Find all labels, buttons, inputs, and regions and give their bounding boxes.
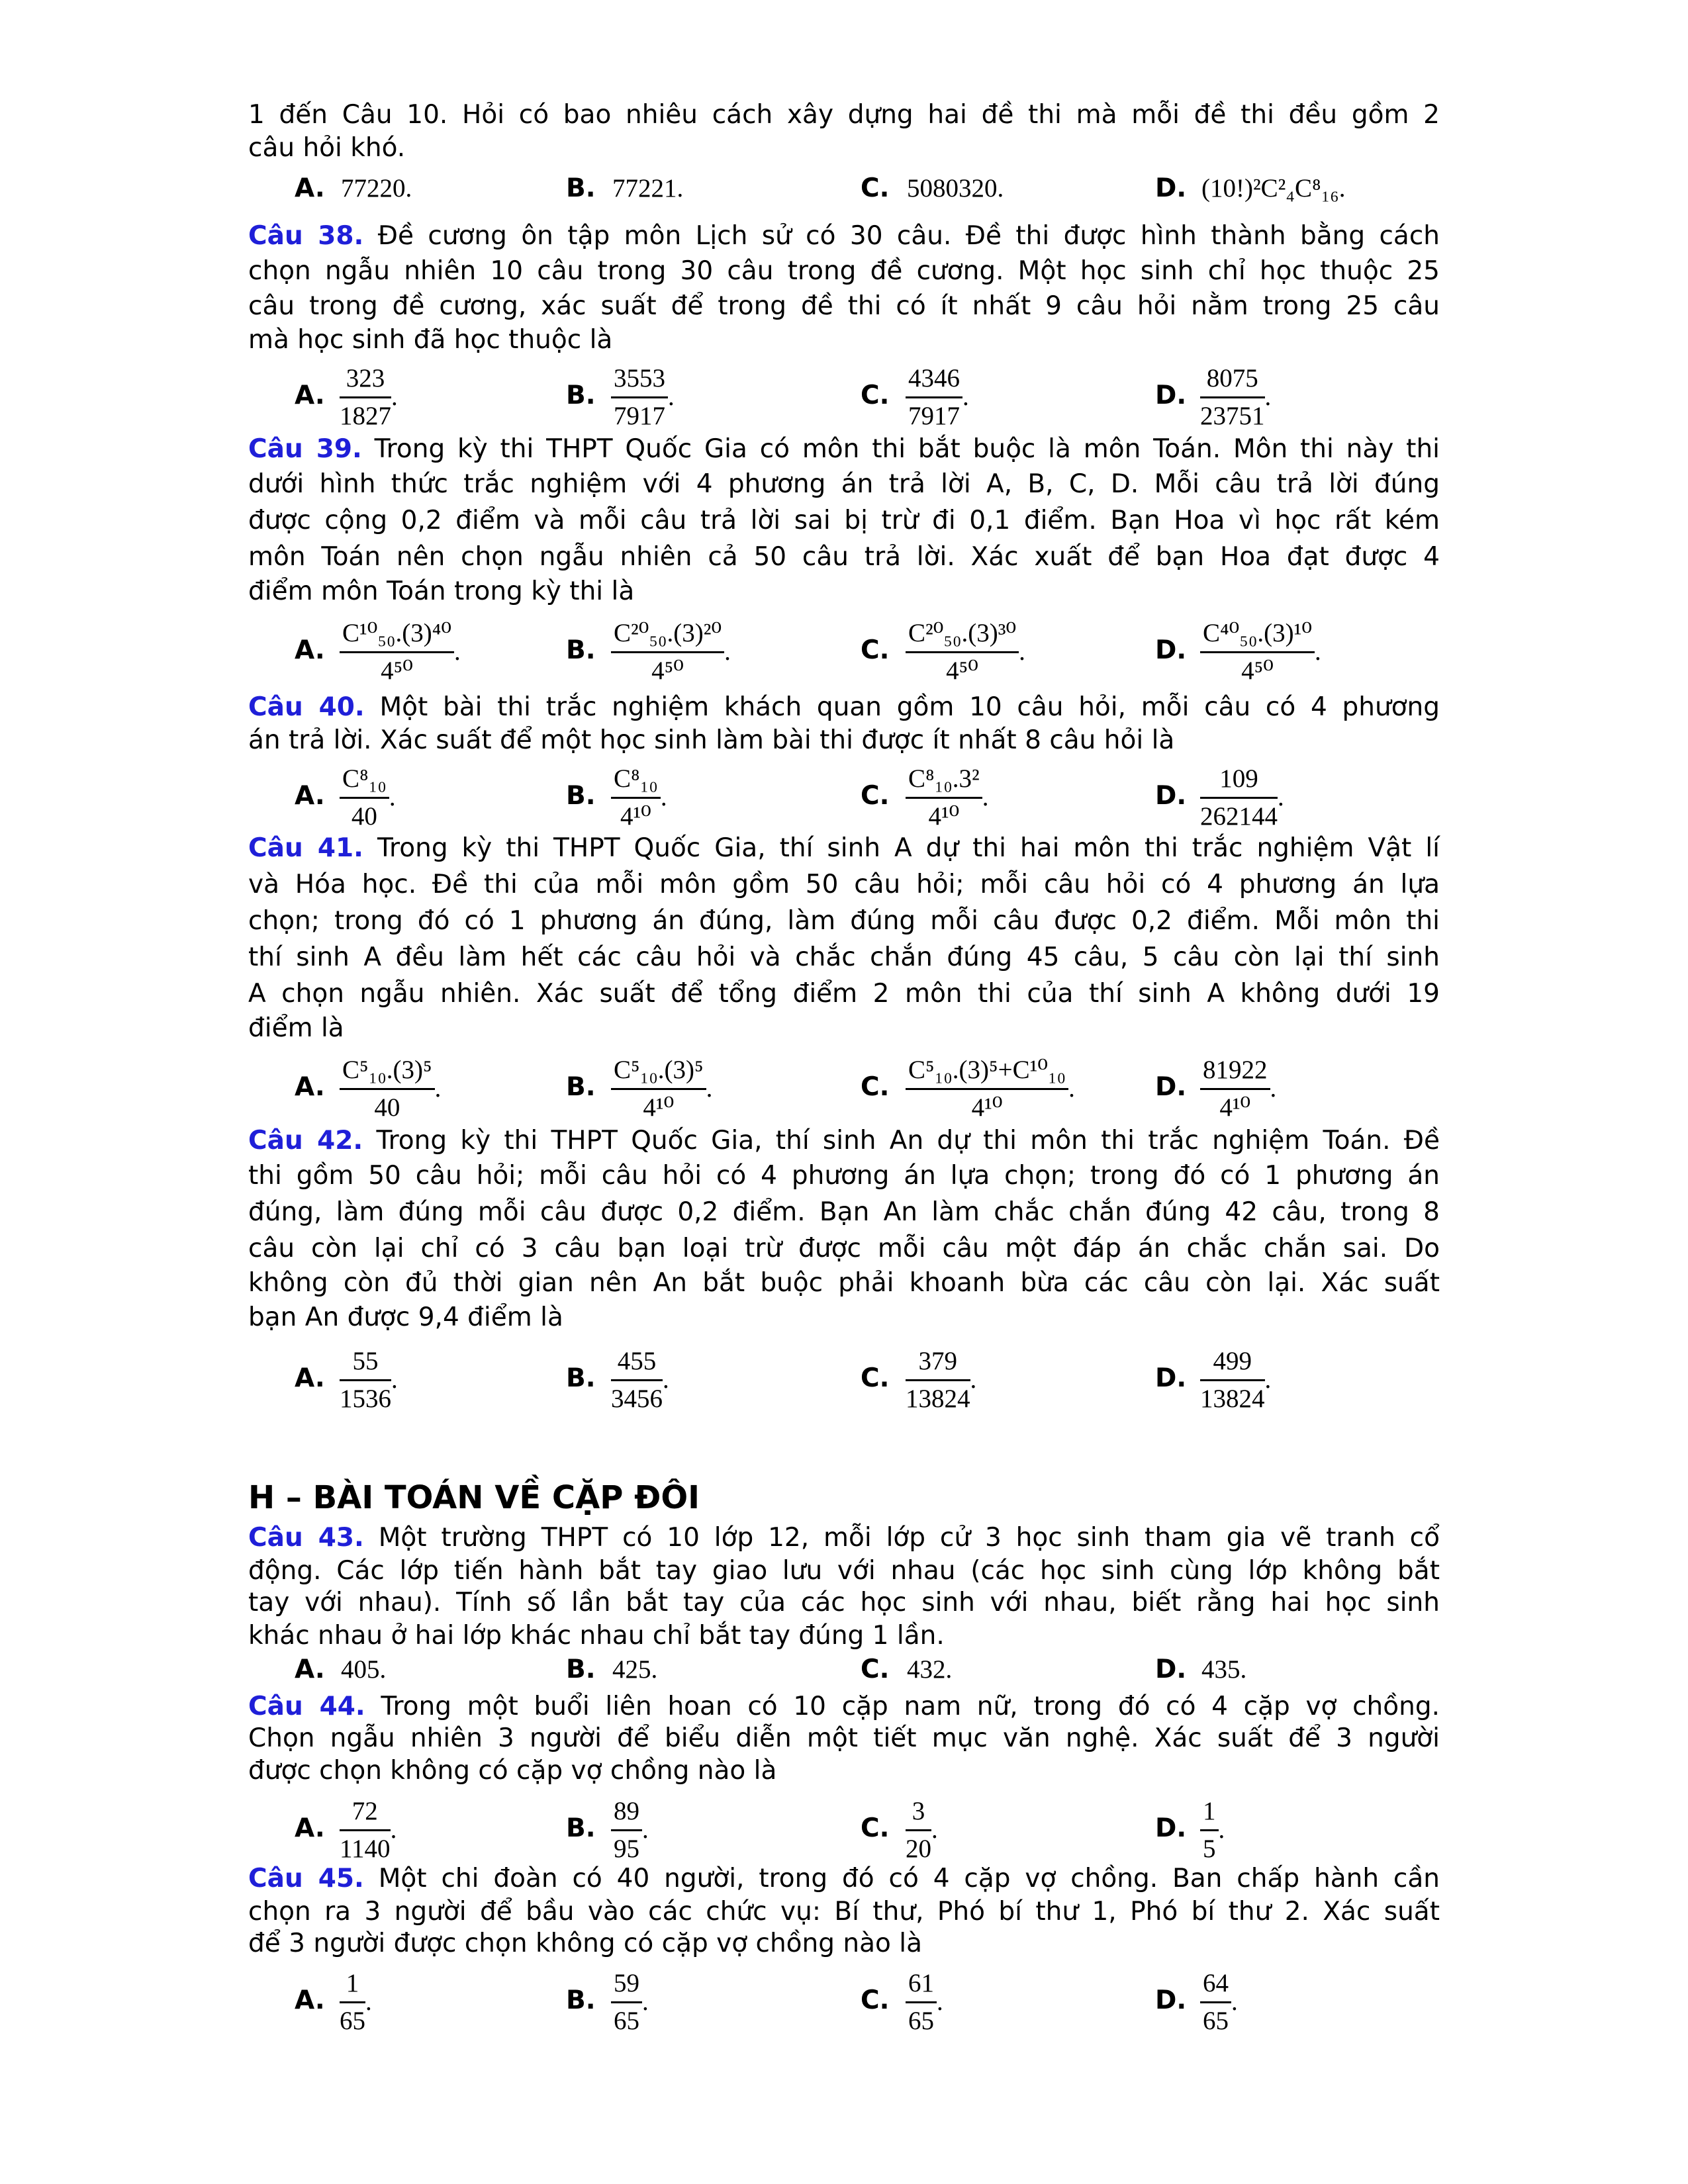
denominator: 20 (906, 1835, 931, 1863)
numerator: 72 (340, 1794, 391, 1831)
q39-line-2: dưới hình thức trắc nghiệm với 4 phương án trả lời A, B, C, D. Mỗi câu trả lời đúng (248, 469, 1440, 499)
answer-label: A. (295, 173, 325, 203)
q41-line-3: chọn; trong đó có 1 phương án đúng, làm đúng mỗi câu được 0,2 điểm. Mỗi môn thi (248, 906, 1440, 936)
q38-line-1 (248, 220, 1440, 252)
answer-label: C. (861, 381, 890, 410)
answer-label: A. (295, 1655, 325, 1684)
answer-label: D. (1155, 173, 1187, 203)
answer-label: A. (295, 1072, 325, 1102)
answer-period: . (1270, 1074, 1277, 1103)
q45-answers (295, 1966, 1420, 2038)
numerator: C⁸₁₀ (611, 761, 661, 799)
answer-a-fraction (340, 1343, 391, 1417)
denominator: 40 (374, 1093, 400, 1122)
answer-period: . (724, 637, 731, 666)
numerator: 1 (1200, 1794, 1219, 1831)
question-number: Câu 38. (248, 221, 364, 251)
q42-line-3: đúng, làm đúng mỗi câu được 0,2 điểm. Bạn An làm chắc chắn đúng 42 câu, trong 8 (248, 1197, 1440, 1227)
q42-line-2: thi gồm 50 câu hỏi; mỗi câu hỏi có 4 phương án lựa chọn; trong đó có 1 phương án (248, 1161, 1440, 1191)
q38-line-4: mà học sinh đã học thuộc là (248, 325, 613, 355)
answer-period: . (642, 1987, 649, 2016)
answer-label: D. (1155, 1072, 1187, 1102)
answer-d-fraction (1200, 1343, 1265, 1417)
answer-period: . (1278, 783, 1284, 811)
denominator: 65 (614, 2007, 639, 2035)
q39-line-4: môn Toán nên chọn ngẫu nhiên cả 50 câu trả lời. Xác xuất để bạn Hoa đạt được 4 (248, 542, 1440, 572)
numerator: C⁵₁₀.(3)⁵ (340, 1052, 435, 1090)
answer-d: (10!)²C²₄C⁸₁₆. (1201, 174, 1346, 203)
q39-line-3: được cộng 0,2 điểm và mỗi câu trả lời sai bị trừ đi 0,1 điểm. Bạn Hoa vì học rất kém (248, 506, 1440, 535)
numerator: C⁵₁₀.(3)⁵+C¹⁰₁₀ (906, 1052, 1068, 1090)
denominator: 1140 (340, 1835, 391, 1863)
answer-label: B. (566, 635, 596, 665)
answer-d-fraction (1200, 615, 1315, 689)
question-number: Câu 45. (248, 1864, 364, 1893)
denominator: 4¹⁰ (971, 1093, 1003, 1122)
answer-label: B. (566, 381, 596, 410)
answer-label: D. (1155, 381, 1187, 410)
answer-period: . (454, 637, 461, 666)
answer-label: A. (295, 1363, 325, 1393)
answer-period: . (1218, 1815, 1225, 1844)
answer-period: . (931, 1815, 938, 1844)
answer-period: . (365, 1987, 372, 2016)
q45-line-1 (248, 1863, 1440, 1895)
question-number: Câu 41. (248, 833, 363, 863)
numerator: 59 (611, 1966, 642, 2003)
q43-line-3: tay với nhau). Tính số lần bắt tay của các học sinh với nhau, biết rằng hai học sinh (248, 1588, 1440, 1617)
denominator: 7917 (908, 402, 960, 430)
numerator: 379 (906, 1343, 970, 1381)
answer-label: B. (566, 1072, 596, 1102)
denominator: 4⁵⁰ (946, 657, 978, 685)
answer-d-fraction (1200, 1966, 1231, 2039)
denominator: 3456 (611, 1385, 663, 1413)
numerator: 8075 (1200, 361, 1265, 398)
q43-line-2: động. Các lớp tiến hành bắt tay giao lưu với nhau (các học sinh cùng lớp không bắt (248, 1556, 1440, 1586)
answer-period: . (663, 1365, 669, 1394)
numerator: C⁸₁₀.3² (906, 761, 982, 799)
q44-line-2: Chọn ngẫu nhiên 3 người để biểu diễn một tiết mục văn nghệ. Xác suất để 3 người (248, 1723, 1440, 1753)
denominator: 7917 (614, 402, 665, 430)
q40-answers (295, 761, 1420, 834)
answer-b-fraction (611, 1966, 642, 2039)
denominator: 1536 (340, 1385, 391, 1413)
q45-line-2: chọn ra 3 người để bầu vào các chức vụ: Bí thư, Phó bí thư 1, Phó bí thư 2. Xác suất (248, 1897, 1440, 1927)
answer-a-fraction (340, 361, 391, 434)
answer-label: B. (566, 1985, 596, 2015)
answer-period: . (1264, 1365, 1272, 1394)
numerator: 64 (1200, 1966, 1231, 2003)
q41-text-1: Trong kỳ thi THPT Quốc Gia, thí sinh A dự thi hai môn thi trắc nghiệm Vật lí (377, 833, 1440, 863)
answer-a-fraction (340, 1052, 435, 1126)
numerator: 109 (1200, 761, 1278, 799)
denominator: 13824 (906, 1385, 970, 1413)
answer-label: D. (1155, 1985, 1187, 2015)
q41-line-4: thí sinh A đều làm hết các câu hỏi và chắc chắn đúng 45 câu, 5 câu còn lại thí sinh (248, 942, 1440, 972)
answer-b-fraction (611, 361, 668, 434)
answer-label: C. (861, 1985, 890, 2015)
q42-text-1: Trong kỳ thi THPT Quốc Gia, thí sinh An dự thi môn thi trắc nghiệm Toán. Đề (376, 1126, 1440, 1156)
answer-c-fraction (906, 1794, 931, 1867)
answer-d-fraction (1200, 1052, 1270, 1126)
answer-period: . (937, 1987, 943, 2016)
answer-label: C. (861, 1363, 890, 1393)
answer-period: . (1264, 383, 1272, 411)
q40-line-2: án trả lời. Xác suất để một học sinh làm bài thi được ít nhất 8 câu hỏi là (248, 725, 1175, 755)
numerator: 323 (340, 361, 391, 398)
answer-period: . (389, 783, 396, 811)
q39-answers (295, 615, 1420, 688)
numerator: 89 (611, 1794, 642, 1831)
numerator: 3 (906, 1794, 931, 1831)
answer-label: D. (1155, 1363, 1187, 1393)
q43-answers (295, 1655, 1420, 1688)
answer-b: 425. (612, 1655, 658, 1684)
q44-text-1: Trong một buổi liên hoan có 10 cặp nam nữ, trong đó có 4 cặp vợ chồng. (381, 1692, 1440, 1721)
denominator: 4⁵⁰ (651, 657, 684, 685)
q43-line-4: khác nhau ở hai lớp khác nhau chỉ bắt tay đúng 1 lần. (248, 1621, 945, 1651)
q42-line-4: câu còn lại chỉ có 3 câu bạn loại trừ được mỗi câu một đáp án chắc chắn sai. Do (248, 1234, 1440, 1263)
q39-text-1: Trong kỳ thi THPT Quốc Gia có môn thi bắt buộc là môn Toán. Môn thi này thi (374, 434, 1440, 464)
numerator: 61 (906, 1966, 937, 2003)
answer-d: 435. (1201, 1655, 1247, 1684)
answer-b-fraction (611, 761, 661, 835)
question-number: Câu 39. (248, 434, 362, 464)
denominator: 262144 (1200, 802, 1278, 831)
question-number: Câu 40. (248, 692, 365, 722)
answer-label: A. (295, 635, 325, 665)
answer-label: C. (861, 1072, 890, 1102)
answer-a: 77220. (341, 174, 412, 203)
answer-period: . (1068, 1074, 1075, 1103)
numerator: 55 (340, 1343, 391, 1381)
answer-a-fraction (340, 761, 389, 835)
answer-c: 5080320. (907, 174, 1004, 203)
question-number: Câu 42. (248, 1126, 363, 1156)
answer-b-fraction (611, 1794, 642, 1867)
q41-answers (295, 1052, 1420, 1125)
answer-a-fraction (340, 1794, 391, 1867)
q42-line-6: bạn An được 9,4 điểm là (248, 1302, 563, 1332)
q45-line-3: để 3 người được chọn không có cặp vợ chồng nào là (248, 1929, 923, 1958)
answer-b-fraction (611, 615, 724, 689)
numerator: C¹⁰₅₀.(3)⁴⁰ (340, 615, 454, 653)
q38-line-3: câu trong đề cương, xác suất để trong đề thi có ít nhất 9 câu hỏi nằm trong 25 câu (248, 291, 1440, 321)
answer-a-fraction (340, 1966, 365, 2039)
denominator: 65 (1203, 2007, 1229, 2035)
denominator: 40 (351, 802, 377, 831)
answer-period: . (668, 383, 675, 411)
intro-line-1: 1 đến Câu 10. Hỏi có bao nhiêu cách xây dựng hai đề thi mà mỗi đề thi đều gồm 2 (248, 100, 1440, 130)
answer-label: A. (295, 381, 325, 410)
answer-c: 432. (907, 1655, 953, 1684)
numerator: C²⁰₅₀.(3)²⁰ (611, 615, 724, 653)
answer-c-fraction (906, 761, 982, 835)
answer-d-fraction (1200, 761, 1278, 835)
q44-line-1 (248, 1691, 1440, 1723)
denominator: 65 (340, 2007, 365, 2035)
q38-answers (295, 361, 1420, 433)
answer-period: . (706, 1074, 713, 1103)
denominator: 4¹⁰ (928, 802, 960, 831)
numerator: C⁸₁₀ (340, 761, 389, 799)
answer-label: C. (861, 173, 890, 203)
answer-label: C. (861, 635, 890, 665)
numerator: C²⁰₅₀.(3)³⁰ (906, 615, 1019, 653)
q43-line-1 (248, 1522, 1440, 1554)
answer-label: A. (295, 1985, 325, 2015)
answer-label: A. (295, 1813, 325, 1843)
denominator: 4⁵⁰ (381, 657, 413, 685)
answer-period: . (391, 1365, 398, 1394)
numerator: 499 (1200, 1343, 1265, 1381)
q41-line-5: A chọn ngẫu nhiên. Xác suất để tổng điểm 2 môn thi của thí sinh A không dưới 19 (248, 979, 1440, 1009)
numerator: 3553 (611, 361, 668, 398)
answer-label: D. (1155, 1655, 1187, 1684)
answer-period: . (390, 1815, 397, 1844)
answer-label: C. (861, 1655, 890, 1684)
answer-c-fraction (906, 615, 1019, 689)
q45-text-1: Một chi đoàn có 40 người, trong đó có 4 cặp vợ chồng. Ban chấp hành cần (378, 1864, 1440, 1893)
q39-line-1 (248, 433, 1440, 465)
q44-line-3: được chọn không có cặp vợ chồng nào là (248, 1756, 777, 1786)
denominator: 95 (614, 1835, 639, 1863)
numerator: C⁵₁₀.(3)⁵ (611, 1052, 706, 1090)
answer-b-fraction (611, 1052, 706, 1126)
section-heading: H – BÀI TOÁN VỀ CẶP ĐÔI (248, 1479, 700, 1516)
answer-period: . (1231, 1987, 1238, 2016)
answer-label: D. (1155, 781, 1187, 811)
answer-period: . (962, 383, 969, 411)
q40-line-1 (248, 692, 1440, 723)
q39-line-5: điểm môn Toán trong kỳ thi là (248, 576, 635, 606)
answer-a-fraction (340, 615, 454, 689)
denominator: 13824 (1200, 1385, 1265, 1413)
intro-line-2: câu hỏi khó. (248, 133, 406, 163)
denominator: 4¹⁰ (1219, 1093, 1251, 1122)
answer-period: . (982, 783, 989, 811)
q42-line-1 (248, 1125, 1440, 1157)
denominator: 5 (1203, 1835, 1216, 1863)
denominator: 23751 (1200, 402, 1265, 430)
answer-label: C. (861, 781, 890, 811)
q42-line-5: không còn đủ thời gian nên An bắt buộc phải khoanh bừa các câu còn lại. Xác suất (248, 1268, 1440, 1298)
answer-period: . (642, 1815, 649, 1844)
denominator: 65 (908, 2007, 934, 2035)
denominator: 1827 (340, 402, 391, 430)
q41-line-6: điểm là (248, 1013, 344, 1043)
answer-period: . (391, 383, 398, 411)
numerator: C⁴⁰₅₀.(3)¹⁰ (1200, 615, 1315, 653)
denominator: 4¹⁰ (620, 802, 651, 831)
answer-label: D. (1155, 635, 1187, 665)
answer-b: 77221. (612, 174, 684, 203)
answer-period: . (1315, 637, 1321, 666)
answer-label: C. (861, 1813, 890, 1843)
answer-b-fraction (611, 1343, 663, 1417)
answer-c-fraction (906, 1052, 1068, 1126)
answer-d-fraction (1200, 361, 1265, 434)
denominator: 4⁵⁰ (1241, 657, 1274, 685)
question-number: Câu 44. (248, 1692, 365, 1721)
answer-label: A. (295, 781, 325, 811)
q38-line-2: chọn ngẫu nhiên 10 câu trong 30 câu trong đề cương. Một học sinh chỉ học thuộc 25 (248, 256, 1440, 286)
question-number: Câu 43. (248, 1523, 364, 1553)
numerator: 81922 (1200, 1052, 1270, 1090)
answer-label: D. (1155, 1813, 1187, 1843)
denominator: 4¹⁰ (643, 1093, 675, 1122)
answer-label: B. (566, 1655, 596, 1684)
answer-period: . (970, 1365, 977, 1394)
answer-label: B. (566, 1813, 596, 1843)
answer-label: B. (566, 1363, 596, 1393)
answer-label: B. (566, 781, 596, 811)
answer-label: B. (566, 173, 596, 203)
answer-a: 405. (341, 1655, 387, 1684)
q40-text-1: Một bài thi trắc nghiệm khách quan gồm 10 câu hỏi, mỗi câu có 4 phương (379, 692, 1440, 722)
answer-period: . (660, 783, 667, 811)
q38-text-1: Đề cương ôn tập môn Lịch sử có 30 câu. Đề thi được hình thành bằng cách (377, 221, 1440, 251)
answer-period: . (1019, 637, 1025, 666)
q41-line-1 (248, 833, 1440, 864)
q44-answers (295, 1794, 1420, 1866)
answer-c-fraction (906, 361, 962, 434)
answer-c-fraction (906, 1966, 937, 2039)
q41-line-2: và Hóa học. Đề thi của mỗi môn gồm 50 câu hỏi; mỗi câu hỏi có 4 phương án lựa (248, 870, 1440, 899)
answer-period: . (434, 1074, 442, 1103)
answer-c-fraction (906, 1343, 970, 1417)
numerator: 455 (611, 1343, 663, 1381)
numerator: 1 (340, 1966, 365, 2003)
answer-d-fraction (1200, 1794, 1219, 1867)
q42-answers (295, 1343, 1420, 1416)
numerator: 4346 (906, 361, 962, 398)
q43-text-1: Một trường THPT có 10 lớp 12, mỗi lớp cử 3 học sinh tham gia vẽ tranh cổ (378, 1523, 1440, 1553)
